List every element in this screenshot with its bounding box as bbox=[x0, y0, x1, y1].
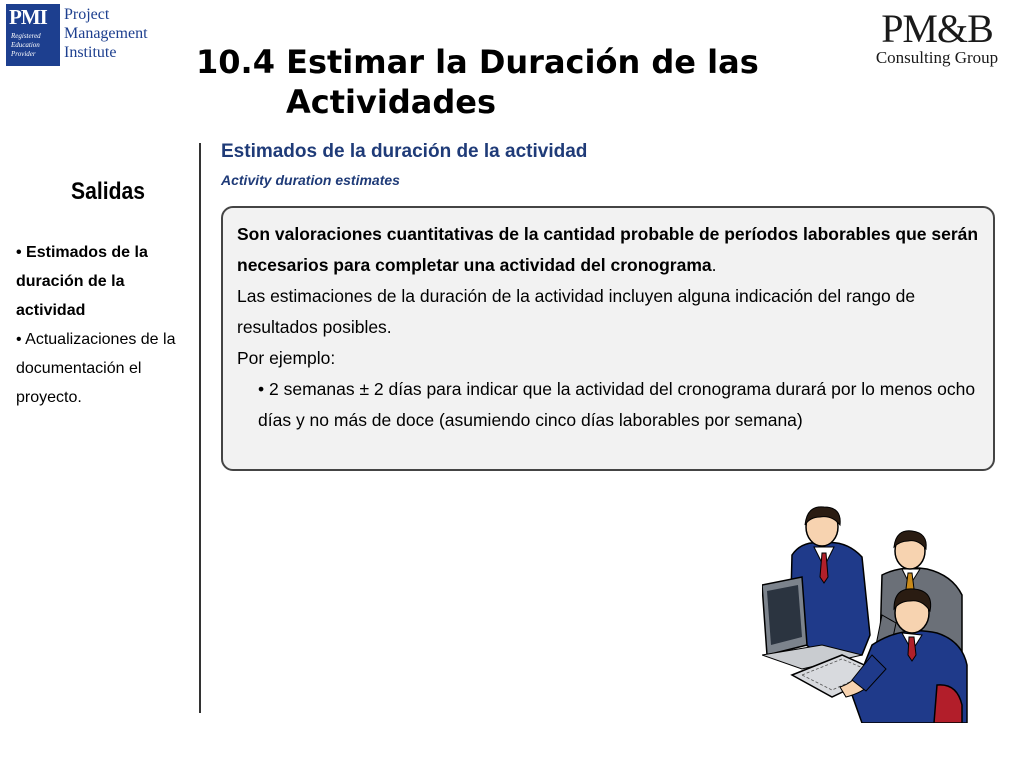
slide-title-line-1: 10.4 Estimar la Duración de las bbox=[196, 43, 759, 81]
pmi-word-2: Management bbox=[64, 25, 148, 42]
definition-paragraph bbox=[237, 219, 979, 281]
section-subtitle: Estimados de la duración de la actividad bbox=[221, 141, 588, 162]
pmi-logo bbox=[6, 4, 151, 68]
range-paragraph: Las estimaciones de la duración de la actividad incluyen alguna indicación del rango de resultados posibles. bbox=[237, 286, 916, 337]
slide-title-line-2: Actividades bbox=[286, 83, 496, 121]
definition-text: Son valoraciones cuantitativas de la cantidad probable de períodos laborables que serán necesarios para completar una actividad del cronograma bbox=[237, 224, 979, 275]
definition-box bbox=[221, 206, 995, 471]
pmi-word-3: Institute bbox=[64, 44, 117, 61]
sidebar-heading: Salidas bbox=[71, 178, 145, 205]
pmi-mark-small-2: Education bbox=[11, 41, 40, 49]
definition-period: . bbox=[711, 255, 717, 275]
sidebar-item-estimates: • Estimados de la duración de la actividad bbox=[16, 244, 148, 319]
pmi-mark-letters: PMI bbox=[9, 5, 47, 29]
pmi-mark-small-1: Registered bbox=[11, 32, 41, 40]
example-intro: Por ejemplo: bbox=[237, 348, 336, 368]
business-team-illustration bbox=[762, 505, 972, 723]
example-bullet: • 2 semanas ± 2 días para indicar que la actividad del cronograma durará por lo menos ocho días y no más de doce (asumiendo cinco días laborables por semana) bbox=[258, 379, 976, 430]
pmi-mark bbox=[6, 4, 60, 66]
pmb-logo-name: PM&B bbox=[881, 6, 993, 51]
sidebar-item-updates: • Actualizaciones de la documentación el proyecto. bbox=[16, 331, 176, 406]
pmb-logo-tagline: Consulting Group bbox=[875, 48, 999, 67]
vertical-divider bbox=[199, 143, 201, 713]
pmb-logo bbox=[862, 8, 1012, 66]
slide-title bbox=[196, 42, 816, 122]
sidebar-list bbox=[16, 238, 188, 412]
pmi-mark-small-3: Provider bbox=[11, 50, 36, 58]
pmi-wordmark bbox=[64, 5, 148, 62]
pmi-word-1: Project bbox=[64, 6, 110, 23]
section-subtitle-english: Activity duration estimates bbox=[221, 172, 400, 188]
